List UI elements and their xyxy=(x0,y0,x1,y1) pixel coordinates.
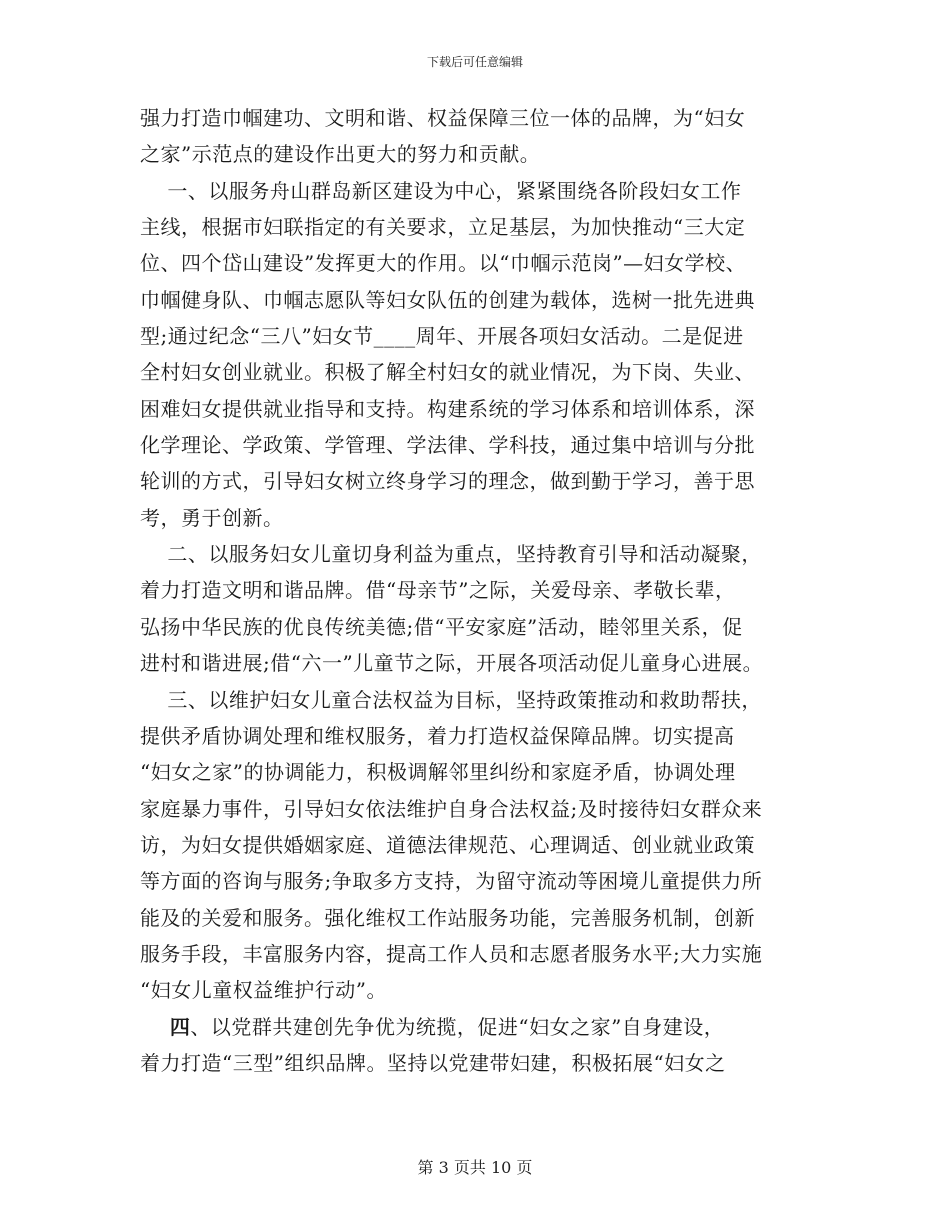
text-line: “妇女儿童权益维护行动”。 xyxy=(140,978,387,1003)
section-heading-text: 、以党群共建创先争优为统揽，促进“妇女之家”自身建设， xyxy=(190,1014,725,1039)
text-line: 等方面的咨询与服务;争取多方支持，为留守流动等困境儿童提供力所 xyxy=(140,869,763,894)
text-line: 提供矛盾协调处理和维权服务，着力打造权益保障品牌。切实提高 xyxy=(140,723,735,748)
text-line: 强力打造巾帼建功、文明和谐、权益保障三位一体的品牌，为“妇女 xyxy=(140,106,746,130)
text-line: 访，为妇女提供婚姻家庭、道德法律规范、心理调适、创业就业政策 xyxy=(140,832,755,857)
section-number: 四 xyxy=(140,1014,191,1039)
text-line: 着力打造文明和谐品牌。借“母亲节”之际，关爱母亲、孝敬长辈， xyxy=(140,578,736,603)
text-line: 轮训的方式，引导妇女树立终身学习的理念，做到勤于学习，善于思 xyxy=(140,469,755,494)
text-line: 之家”示范点的建设作出更大的努力和贡献。 xyxy=(140,142,541,167)
text-line: 进村和谐进展;借“六一”儿童节之际，开展各项活动促儿童身心进展。 xyxy=(140,651,764,676)
text-line: 型;通过纪念“三八”妇女节____周年、开展各项妇女活动。二是促进 xyxy=(140,324,744,349)
text-line: 巾帼健身队、巾帼志愿队等妇女队伍的创建为载体，选树一批先进典 xyxy=(140,287,755,312)
text-line: 全村妇女创业就业。积极了解全村妇女的就业情况，为下岗、失业、 xyxy=(140,360,755,385)
text-line: 着力打造“三型”组织品牌。坚持以党建带妇建，积极拓展“妇女之 xyxy=(140,1050,726,1075)
text-line: 服务手段，丰富服务内容，提高工作人员和志愿者服务水平;大力实施 xyxy=(140,941,763,966)
text-line: 弘扬中华民族的优良传统美德;借“平安家庭”活动，睦邻里关系，促 xyxy=(140,614,743,639)
text-line: 三、以维护妇女儿童合法权益为目标，坚持政策推动和救助帮扶， xyxy=(140,687,762,712)
text-line: 化学理论、学政策、学管理、学法律、学科技，通过集中培训与分批 xyxy=(140,433,755,458)
text-line: 考，勇于创新。 xyxy=(140,505,284,530)
text-line: 困难妇女提供就业指导和支持。构建系统的学习体系和培训体系，深 xyxy=(140,396,755,421)
text-line xyxy=(140,1009,840,1045)
page-footer: 第 3 页共 10 页 xyxy=(417,1158,533,1177)
text-line: 能及的关爱和服务。强化维权工作站服务功能，完善服务机制，创新 xyxy=(140,905,755,930)
text-line: 二、以服务妇女儿童切身利益为重点，坚持教育引导和活动凝聚， xyxy=(140,542,762,567)
text-line: 家庭暴力事件，引导妇女依法维护自身合法权益;及时接待妇女群众来 xyxy=(140,796,763,821)
text-line: 一、以服务舟山群岛新区建设为中心，紧紧围绕各阶段妇女工作 xyxy=(140,178,742,203)
document-body xyxy=(140,100,840,1081)
page-header: 下载后可任意编辑 xyxy=(426,55,523,69)
text-line: 主线，根据市妇联指定的有关要求，立足基层，为加快推动“三大定 xyxy=(140,215,746,240)
text-line: “妇女之家”的协调能力，积极调解邻里纠纷和家庭矛盾，协调处理 xyxy=(140,760,736,785)
text-line: 位、四个岱山建设”发挥更大的作用。以“巾帼示范岗”—妇女学校、 xyxy=(140,251,747,276)
